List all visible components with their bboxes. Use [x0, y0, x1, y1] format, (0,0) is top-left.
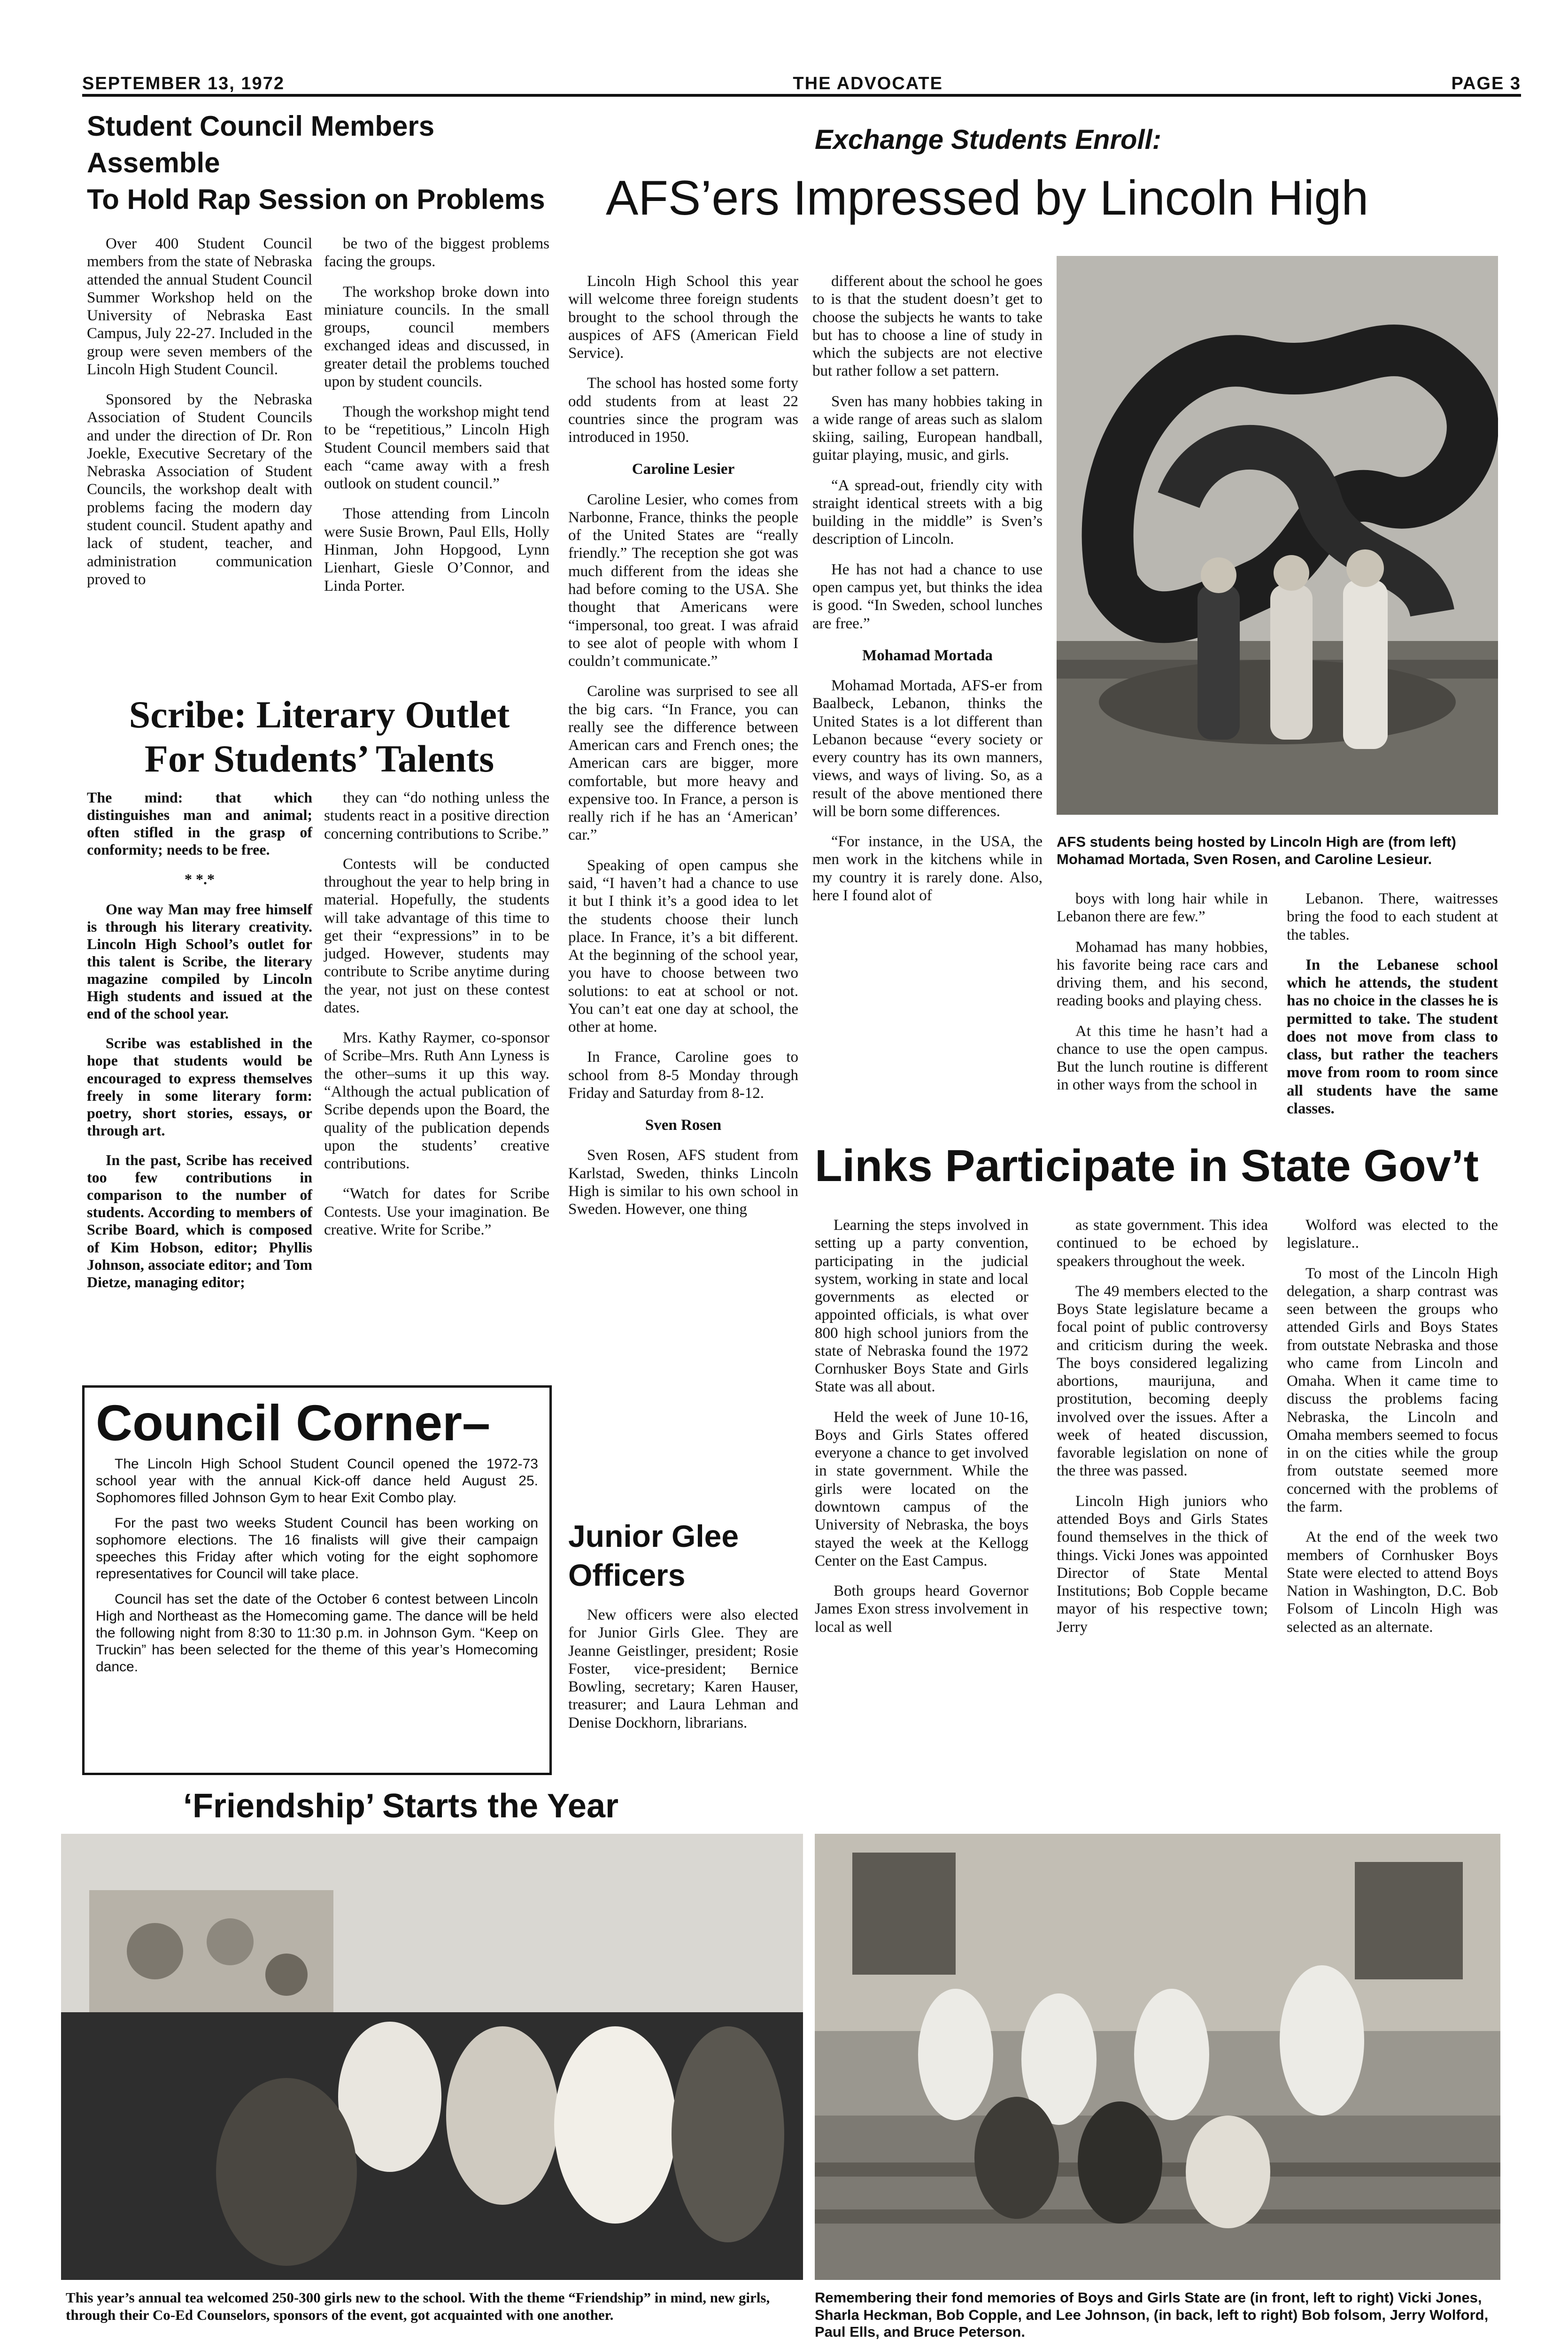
afs-article-col2 — [812, 272, 1043, 917]
glee-headline — [568, 1517, 798, 1594]
glee-headline-line1: Junior Glee — [568, 1519, 739, 1553]
paragraph: New officers were also elected for Junior Girls Glee. They are Jeanne Geistlinger, president; Rosie Foster, vice-president; Bernice Bowling, secretary; Karen Hauser, treasurer; and Laura Lehman and Denise Dockhorn, librarians. — [568, 1607, 798, 1731]
afs-article-col3 — [1057, 890, 1268, 1106]
paragraph: For the past two weeks Student Council has been working on sophomore elections. The 16 finalists will give their campaign speeches this Friday after which voting for the eight sophomore representatives for Council will take place. — [96, 1515, 538, 1582]
paragraph: Lincoln High School this year will welcome three foreign students brought to the school through the auspices of AFS (American Field Service). — [568, 273, 798, 362]
paragraph: Caroline was surprised to see all the big cars. “In France, you can really see the difference between American cars and French ones; the American cars are bigger, more comfortable, but more heavy and expensive too. In France, a person is really rich if he has an ‘American’ car.” — [568, 683, 798, 844]
paragraph: “A spread-out, friendly city with straight identical streets with a big building in the middle” is Sven’s description of Lincoln. — [812, 477, 1043, 548]
tea-photo-caption: This year’s annual tea welcomed 250-300 girls new to the school. With the theme “Friendship” in mind, new girls, through their Co-Ed Counselors, sponsors of the event, got acquainted with one another. — [66, 2289, 770, 2323]
paragraph: Speaking of open campus she said, “I haven’t had a chance to use it but I think it’s a good idea to let the students choose their lunch place. In France, it’s a bit different. At the beginning of the school year, you have to choose between two solutions: to eat at school or not. You can’t eat one day at school, the other at home. — [568, 857, 798, 1036]
subhead-sven: Sven Rosen — [645, 1117, 722, 1134]
council-corner-headline: Council Corner– — [96, 1394, 491, 1451]
group-photo-art — [815, 1834, 1500, 2280]
paragraph: different about the school he goes to is that the student doesn’t get to choose the subjects he wants to take but has to choose a line of study in which the subjects are not elective but rather follow a set pattern. — [812, 273, 1043, 380]
paragraph: Both groups heard Governor James Exon stress involvement in local as well — [815, 1583, 1028, 1636]
council-article-col2 — [324, 235, 549, 607]
paragraph: To most of the Lincoln High delegation, a sharp contrast was seen between the groups who attended Girls and Boys States from outstate Nebraska and those who came from Lincoln and Omaha. When it came time to discuss the problems facing Nebraska, the Lincoln and Omaha members seemed to focus in on the cities while the group from outstate seemed more concerned with the problems of the farm. — [1287, 1265, 1498, 1515]
friendship-headline: ‘Friendship’ Starts the Year — [183, 1787, 618, 1825]
council-corner-box — [82, 1385, 552, 1775]
paragraph: Sven Rosen, AFS student from Karlstad, Sweden, thinks Lincoln High is similar to his own school in Sweden. However, one thing — [568, 1147, 798, 1218]
paragraph: Lebanon. There, waitresses bring the food to each student at the tables. — [1287, 890, 1498, 943]
subhead-caroline: Caroline Lesier — [632, 461, 735, 478]
paragraph: Sven has many hobbies taking in a wide range of areas such as slalom skiing, sailing, European handball, guitar playing, music, and girls. — [812, 393, 1043, 464]
council-headline — [87, 108, 556, 218]
council-headline-line2: To Hold Rap Session on Problems — [87, 184, 545, 215]
afs-article-col1 — [568, 272, 798, 1230]
scribe-article-col2 — [324, 789, 549, 1251]
group-photo-caption: Remembering their fond memories of Boys and Girls State are (in front, left to right) Vicki Jones, Sharla Heckman, Bob Copple, and Lee Johnson, (in back, left to right) Bob folsom, Jerry Wolford, Paul Ells, and Bruce Peterson. — [815, 2289, 1489, 2340]
links-article-col3 — [1287, 1216, 1498, 1648]
paragraph: Mrs. Kathy Raymer, co-sponsor of Scribe–Mrs. Ruth Ann Lyness is the other–sums it up this way. “Although the actual publication of Scribe depends upon the Board, the quality of the publication depends upon the students’ creative contributions. — [324, 1029, 549, 1173]
links-article-col1 — [815, 1216, 1028, 1648]
paragraph: “For instance, in the USA, the men work in the kitchens while in my country it is rarely done. Also, here I found alot of — [812, 833, 1043, 904]
council-article-col1 — [87, 235, 312, 601]
paragraph: Held the week of June 10-16, Boys and Girls States offered everyone a chance to get involved in state government. While the girls were located on the downtown campus of the University of Nebraska, the boys stayed the week at the Kellogg Center on the East Campus. — [815, 1408, 1028, 1569]
subhead-mohamad: Mohamad Mortada — [862, 647, 993, 664]
scribe-headline — [87, 693, 552, 781]
paragraph: they can “do nothing unless the students react in a positive direction concerning contributions to Scribe.” — [324, 789, 549, 842]
paragraph: One way Man may free himself is through his literary creativity. Lincoln High School’s outlet for this talent is Scribe, the literary magazine compiled by Lincoln High students and issued at the end of the school year. — [87, 900, 312, 1022]
boys-girls-state-photo — [815, 1834, 1500, 2280]
issue-date: SEPTEMBER 13, 1972 — [82, 74, 285, 93]
afs-photo-caption: AFS students being hosted by Lincoln High are (from left) Mohamad Mortada, Sven Rosen, and Caroline Lesieur. — [1057, 834, 1456, 867]
paragraph: The Lincoln High School Student Council opened the 1972-73 school year with the annual Kick-off dance held August 25. Sophomores filled Johnson Gym to hear Exit Combo play. — [96, 1456, 538, 1506]
paragraph: Caroline Lesier, who comes from Narbonne, France, thinks the people of the United States are “really friendly.” The reception she got was much different from the ideas she had before coming to the USA. She thought that Americans were “impersonal, too great. I was afraid to see alot of people with whom I couldn’t communicate.” — [568, 491, 798, 670]
paragraph: Learning the steps involved in setting up a party convention, participating in the judicial system, working in state and local governments as elected or appointed officials, is what over 800 high school juniors from the state of Nebraska found the 1972 Cornhusker Boys State and Girls State was all about. — [815, 1217, 1028, 1396]
page-number: PAGE 3 — [1451, 74, 1521, 93]
tea-photo — [61, 1834, 803, 2280]
sculpture-photo-art — [1057, 256, 1498, 815]
tea-photo-art — [61, 1834, 803, 2280]
paragraph: Scribe was established in the hope that students would be encouraged to express themselves freely in some literary form: poetry, short stories, essays, or through art. — [87, 1035, 312, 1139]
afs-article-col4 — [1287, 890, 1498, 1130]
paragraph: Sponsored by the Nebraska Association of Student Councils and under the direction of Dr. Ron Joekle, Executive Secretary of the Nebraska Association of Student Councils, the workshop dealt with problems facing the modern day student council. Student apathy and lack of student, teacher, and administration communication proved to — [87, 391, 312, 588]
paragraph: Though the workshop might tend to be “repetitious,” Lincoln High Student Council members said that each “came away with a fresh outlook on student council.” — [324, 403, 549, 493]
paragraph: as state government. This idea continued to be echoed by speakers throughout the week. — [1057, 1217, 1268, 1270]
paragraph: The school has hosted some forty odd students from at least 22 countries since the program was introduced in 1950. — [568, 375, 798, 446]
glee-headline-line2: Officers — [568, 1557, 686, 1592]
paragraph: Wolford was elected to the legislature.. — [1287, 1217, 1498, 1252]
newspaper-name: THE ADVOCATE — [793, 74, 943, 93]
paragraph: The 49 members elected to the Boys State legislature became a focal point of public controversy and criticism during the week. The boys considered legalizing abortions, maurijuna, and prostitution, becoming deeply involved over the issues. After a week of heated discussion, favorable legislation on none of the three was passed. — [1057, 1282, 1268, 1480]
paragraph: Those attending from Lincoln were Susie Brown, Paul Ells, Holly Hinman, John Hopgood, Lynn Lienhart, Giesle O’Connor, and Linda Porter. — [324, 505, 549, 595]
council-corner-body — [96, 1456, 538, 1676]
paragraph: The workshop broke down into miniature councils. In the small groups, council members exchanged ideas and discussed, in greater detail the problems touched upon by student councils. — [324, 283, 549, 390]
council-headline-line1: Student Council Members Assemble — [87, 110, 435, 178]
paragraph: “Watch for dates for Scribe Contests. Use your imagination. Be creative. Write for Scribe.” — [324, 1185, 549, 1238]
paragraph: At the end of the week two members of Cornhusker Boys State were elected to attend Boys Nation in Washington, D.C. Bob Folsom of Lincoln High was selected as an alternate. — [1287, 1529, 1498, 1636]
scribe-stars: * *.* — [185, 871, 215, 888]
paragraph: boys with long hair while in Lebanon there are few.” — [1057, 890, 1268, 926]
paragraph: Council has set the date of the October 6 contest between Lincoln High and Northeast as the Homecoming game. The dance will be held the following night from 8:30 to 11:30 p.m. in Johnson Gym. “Keep on Truckin” has been selected for the theme of this year’s Homecoming dance. — [96, 1591, 538, 1675]
paragraph: Over 400 Student Council members from the state of Nebraska attended the annual Student Council Summer Workshop held on the University of Nebraska East Campus, July 22-27. Included in the group were seven members of the Lincoln High Student Council. — [87, 235, 312, 378]
paragraph: Contests will be conducted throughout the year to help bring in material. Hopefully, the students will take advantage of this time to get their “expressions” in to be judged. However, students may contribute to Scribe anytime during the year, not just on these contest dates. — [324, 855, 549, 1016]
paragraph: At this time he hasn’t had a chance to use the open campus. But the lunch routine is different in other ways from the school in — [1057, 1022, 1268, 1094]
paragraph: In the Lebanese school which he attends, the student has no choice in the classes he is permitted to take. The student does not move from class to class, but rather the teachers move from room to room since all students have the same classes. — [1287, 956, 1498, 1117]
paragraph: Mohamad has many hobbies, his favorite being race cars and driving them, and his second, reading books and playing chess. — [1057, 938, 1268, 1010]
paragraph: In the past, Scribe has received too few contributions in comparison to the number of students. According to members of Scribe Board, which is composed of Kim Hobson, editor; Phyllis Johnson, associate editor; and Tom Dietze, managing editor; — [87, 1151, 312, 1290]
scribe-headline-line1: Scribe: Literary Outlet — [129, 693, 510, 736]
afs-students-photo — [1057, 256, 1498, 815]
scribe-article-col1 — [87, 789, 312, 1303]
paragraph: Mohamad Mortada, AFS-er from Baalbeck, Lebanon, thinks the United States is a lot different than Lebanon because “every society or every country has its own manners, views, and ways of living. So, as a result of the above mentioned there will be born some differences. — [812, 677, 1043, 820]
glee-article-body — [568, 1606, 798, 1744]
paragraph: Lincoln High juniors who attended Boys and Girls States found themselves in the thick of things. Vicki Jones was appointed Director of State Mental Institutions; Bob Copple became mayor of his respective town; Jerry — [1057, 1492, 1268, 1636]
links-article-col2 — [1057, 1216, 1268, 1648]
links-headline: Links Participate in State Gov’t — [815, 1141, 1479, 1191]
page-header — [82, 66, 1521, 97]
paragraph: In France, Caroline goes to school from 8-5 Monday through Friday and Saturday from 8-12. — [568, 1049, 798, 1102]
paragraph: He has not had a chance to use open campus yet, but thinks the idea is good. “In Sweden, school lunches are free.” — [812, 561, 1043, 632]
afs-kicker: Exchange Students Enroll: — [815, 124, 1161, 155]
afs-headline: AFS’ers Impressed by Lincoln High — [606, 171, 1369, 225]
paragraph: be two of the biggest problems facing the groups. — [324, 235, 549, 270]
scribe-headline-line2: For Students’ Talents — [144, 737, 494, 780]
scribe-intro: The mind: that which distinguishes man and animal; often stifled in the grasp of conformity; needs to be free. — [87, 789, 312, 858]
